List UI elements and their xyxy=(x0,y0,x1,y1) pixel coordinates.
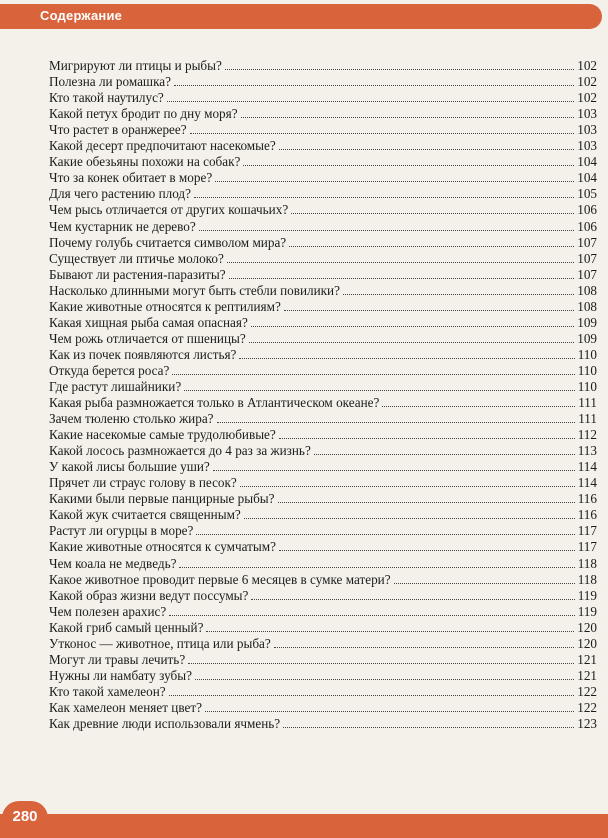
toc-entry-title: Что растет в оранжерее? xyxy=(49,122,187,138)
toc-entry[interactable] xyxy=(49,89,597,105)
toc-entry-page: 104 xyxy=(577,154,597,170)
toc-entry-title: Почему голубь считается символом мира? xyxy=(49,234,287,250)
toc-entry-title: Кто такой наутилус? xyxy=(49,90,164,106)
toc-entry-page: 118 xyxy=(577,571,597,587)
toc-entry-title: Какой петух бродит по дну моря? xyxy=(49,106,238,122)
toc-entry-title: Какое животное проводит первые 6 месяцев в сумке матери? xyxy=(49,571,391,587)
toc-entry[interactable] xyxy=(49,201,597,217)
toc-entry-page: 119 xyxy=(577,587,597,603)
dot-leader xyxy=(227,262,574,263)
toc-entry[interactable] xyxy=(49,458,597,474)
toc-entry-title: Какой образ жизни ведут поссумы? xyxy=(49,587,249,603)
toc-entry[interactable] xyxy=(49,137,597,153)
toc-entry[interactable] xyxy=(49,394,597,410)
toc-entry-page: 112 xyxy=(577,427,597,443)
dot-leader xyxy=(243,165,574,166)
toc-entry[interactable] xyxy=(49,667,597,683)
toc-entry-page: 110 xyxy=(577,378,597,394)
dot-leader xyxy=(241,117,575,118)
toc-entry-page: 104 xyxy=(577,170,597,186)
toc-entry[interactable] xyxy=(49,506,597,522)
dot-leader xyxy=(213,470,575,471)
toc-entry-title: Как из почек появляются листья? xyxy=(49,346,237,362)
toc-entry-page: 106 xyxy=(577,218,597,234)
toc-entry-title: Какой гриб самый ценный? xyxy=(49,619,204,635)
toc-entry-title: Какой лосось размножается до 4 раз за жизнь? xyxy=(49,443,311,459)
toc-entry-title: Какая хищная рыба самая опасная? xyxy=(49,314,248,330)
toc-entry-title: Какая рыба размножается только в Атлантическом океане? xyxy=(49,395,380,411)
dot-leader xyxy=(206,631,574,632)
toc-entry-page: 117 xyxy=(577,539,597,555)
dot-leader xyxy=(314,454,575,455)
dot-leader xyxy=(188,663,574,664)
dot-leader xyxy=(284,310,574,311)
toc-entry[interactable] xyxy=(49,538,597,554)
toc-entry-title: Какие обезьяны похожи на собак? xyxy=(49,154,241,170)
toc-entry[interactable] xyxy=(49,474,597,490)
dot-leader xyxy=(279,550,575,551)
toc-entry[interactable] xyxy=(49,490,597,506)
toc-entry-page: 103 xyxy=(577,122,597,138)
toc-entry-page: 119 xyxy=(577,603,597,619)
dot-leader xyxy=(343,294,574,295)
toc-entry[interactable] xyxy=(49,587,597,603)
toc-entry[interactable] xyxy=(49,330,597,346)
toc-entry[interactable] xyxy=(49,314,597,330)
toc-entry-page: 121 xyxy=(577,667,597,683)
dot-leader xyxy=(251,326,574,327)
toc-entry-page: 110 xyxy=(577,346,597,362)
page-number: 280 xyxy=(12,808,38,825)
toc-entry-page: 109 xyxy=(577,314,597,330)
toc-entry-page: 108 xyxy=(577,298,597,314)
toc-entry[interactable] xyxy=(49,442,597,458)
toc-entry[interactable] xyxy=(49,298,597,314)
toc-entry-title: Мигрируют ли птицы и рыбы? xyxy=(49,58,222,74)
toc-entry[interactable] xyxy=(49,250,597,266)
toc-entry-title: Для чего растению плод? xyxy=(49,186,191,202)
toc-entry-title: Какими были первые панцирные рыбы? xyxy=(49,491,275,507)
toc-entry[interactable] xyxy=(49,169,597,185)
toc-entry[interactable] xyxy=(49,346,597,362)
toc-entry-page: 114 xyxy=(577,475,597,491)
toc-entry-page: 122 xyxy=(577,699,597,715)
toc-entry-page: 117 xyxy=(577,523,597,539)
dot-leader xyxy=(167,101,574,102)
toc-entry-page: 122 xyxy=(577,683,597,699)
toc-entry-page: 102 xyxy=(577,74,597,90)
dot-leader xyxy=(394,583,575,584)
toc-entry-title: Могут ли травы лечить? xyxy=(49,651,186,667)
toc-entry-page: 106 xyxy=(577,202,597,218)
toc-entry-title: Нужны ли намбату зубы? xyxy=(49,667,192,683)
toc-entry[interactable] xyxy=(49,121,597,137)
toc-entry[interactable] xyxy=(49,603,597,619)
dot-leader xyxy=(225,69,574,70)
toc-entry-page: 103 xyxy=(577,138,597,154)
table-of-contents xyxy=(49,57,597,731)
toc-entry[interactable] xyxy=(49,683,597,699)
dot-leader xyxy=(229,278,575,279)
toc-entry[interactable] xyxy=(49,234,597,250)
toc-entry-page: 103 xyxy=(577,106,597,122)
toc-entry[interactable] xyxy=(49,410,597,426)
dot-leader xyxy=(169,695,575,696)
toc-entry-title: Полезна ли ромашка? xyxy=(49,74,172,90)
toc-entry[interactable] xyxy=(49,105,597,121)
toc-entry[interactable] xyxy=(49,282,597,298)
dot-leader xyxy=(279,149,574,150)
toc-entry-page: 102 xyxy=(577,90,597,106)
toc-entry[interactable] xyxy=(49,715,597,731)
toc-entry-title: У какой лисы большие уши? xyxy=(49,459,210,475)
dot-leader xyxy=(195,679,574,680)
dot-leader xyxy=(291,213,574,214)
toc-entry[interactable] xyxy=(49,217,597,233)
toc-entry-title: Насколько длинными могут быть стебли повилики? xyxy=(49,282,340,298)
section-title: Содержание xyxy=(40,8,123,23)
toc-entry-title: Как древние люди использовали ячмень? xyxy=(49,715,281,731)
toc-entry-title: Чем рожь отличается от пшеницы? xyxy=(49,330,246,346)
dot-leader xyxy=(172,374,574,375)
toc-entry-title: Откуда берется роса? xyxy=(49,362,170,378)
toc-entry-title: Чем рысь отличается от других кошачьих? xyxy=(49,202,289,218)
toc-entry-page: 116 xyxy=(577,507,597,523)
toc-entry-page: 111 xyxy=(578,395,597,411)
toc-entry-title: Как хамелеон меняет цвет? xyxy=(49,699,202,715)
toc-entry-page: 120 xyxy=(577,619,597,635)
toc-entry-page: 111 xyxy=(578,411,597,427)
dot-leader xyxy=(278,502,575,503)
toc-entry-title: Какие насекомые самые трудолюбивые? xyxy=(49,427,276,443)
toc-entry[interactable] xyxy=(49,571,597,587)
dot-leader xyxy=(279,438,575,439)
footer-band xyxy=(0,814,608,838)
toc-entry[interactable] xyxy=(49,635,597,651)
toc-entry-title: Существует ли птичье молоко? xyxy=(49,250,224,266)
toc-entry[interactable] xyxy=(49,651,597,667)
toc-entry[interactable] xyxy=(49,185,597,201)
dot-leader xyxy=(217,422,576,423)
toc-entry[interactable] xyxy=(49,73,597,89)
toc-entry-page: 118 xyxy=(577,555,597,571)
toc-entry[interactable] xyxy=(49,619,597,635)
toc-entry-title: Какой десерт предпочитают насекомые? xyxy=(49,138,276,154)
dot-leader xyxy=(274,647,574,648)
dot-leader xyxy=(244,518,575,519)
toc-entry-title: Прячет ли страус голову в песок? xyxy=(49,475,237,491)
dot-leader xyxy=(194,197,574,198)
dot-leader xyxy=(205,711,574,712)
toc-entry-title: Чем кустарник не дерево? xyxy=(49,218,196,234)
toc-entry[interactable] xyxy=(49,266,597,282)
toc-entry-title: Растут ли огурцы в море? xyxy=(49,523,194,539)
toc-entry-page: 107 xyxy=(577,250,597,266)
dot-leader xyxy=(239,358,574,359)
dot-leader xyxy=(190,133,575,134)
toc-entry[interactable] xyxy=(49,522,597,538)
toc-entry-page: 120 xyxy=(577,635,597,651)
toc-entry[interactable] xyxy=(49,378,597,394)
toc-entry-page: 114 xyxy=(577,459,597,475)
toc-entry-page: 121 xyxy=(577,651,597,667)
dot-leader xyxy=(196,534,574,535)
toc-entry-page: 123 xyxy=(577,715,597,731)
toc-entry-page: 116 xyxy=(577,491,597,507)
toc-entry-page: 108 xyxy=(577,282,597,298)
toc-entry-title: Чем полезен арахис? xyxy=(49,603,167,619)
toc-entry[interactable] xyxy=(49,426,597,442)
dot-leader xyxy=(199,230,574,231)
dot-leader xyxy=(251,599,574,600)
toc-entry-title: Какие животные относятся к рептилиям? xyxy=(49,298,281,314)
toc-entry-title: Бывают ли растения-паразиты? xyxy=(49,266,226,282)
toc-entry-page: 107 xyxy=(577,234,597,250)
toc-entry[interactable] xyxy=(49,362,597,378)
toc-entry-title: Что за конек обитает в море? xyxy=(49,170,213,186)
dot-leader xyxy=(240,486,575,487)
toc-entry[interactable] xyxy=(49,57,597,73)
toc-entry[interactable] xyxy=(49,554,597,570)
toc-entry-title: Зачем тюленю столько жира? xyxy=(49,411,214,427)
dot-leader xyxy=(249,342,574,343)
dot-leader xyxy=(215,181,574,182)
toc-entry-page: 102 xyxy=(577,58,597,74)
toc-entry[interactable] xyxy=(49,699,597,715)
toc-entry-page: 110 xyxy=(577,362,597,378)
dot-leader xyxy=(179,567,574,568)
dot-leader xyxy=(289,246,574,247)
toc-entry-page: 113 xyxy=(577,443,597,459)
dot-leader xyxy=(283,727,574,728)
toc-entry-page: 107 xyxy=(577,266,597,282)
toc-entry-title: Утконос — животное, птица или рыба? xyxy=(49,635,271,651)
toc-entry-title: Где растут лишайники? xyxy=(49,378,182,394)
toc-entry-page: 105 xyxy=(577,186,597,202)
toc-entry-title: Чем коала не медведь? xyxy=(49,555,177,571)
dot-leader xyxy=(174,85,574,86)
toc-entry-page: 109 xyxy=(577,330,597,346)
toc-entry-title: Какой жук считается священным? xyxy=(49,507,241,523)
dot-leader xyxy=(184,390,575,391)
dot-leader xyxy=(382,406,575,407)
toc-entry-title: Какие животные относятся к сумчатым? xyxy=(49,539,276,555)
toc-entry[interactable] xyxy=(49,153,597,169)
dot-leader xyxy=(169,615,574,616)
toc-entry-title: Кто такой хамелеон? xyxy=(49,683,166,699)
